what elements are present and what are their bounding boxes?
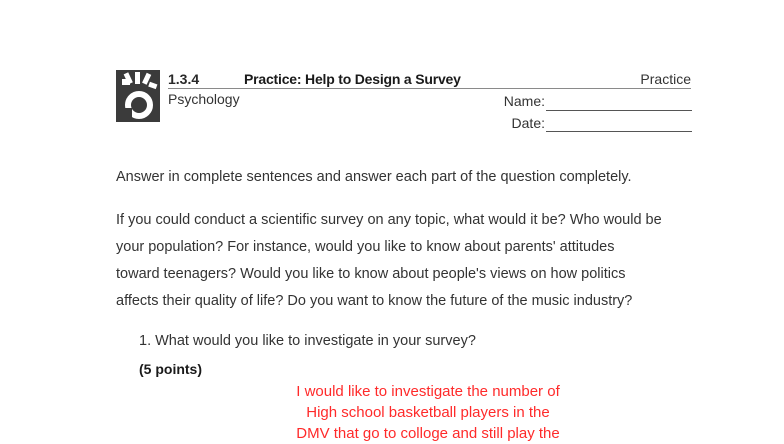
worksheet-title: Practice: Help to Design a Survey	[244, 71, 461, 87]
answer-line: I would like to investigate the number of	[296, 383, 560, 400]
answer-line: High school basketball players in the	[306, 404, 550, 421]
question-1: 1. What would you like to investigate in your survey?	[139, 333, 476, 349]
survey-prompt	[116, 207, 716, 315]
question-1-points: (5 points)	[139, 361, 202, 377]
activity-type: Practice	[640, 71, 691, 87]
name-field[interactable]	[546, 110, 692, 111]
instructions: Answer in complete sentences and answer each part of the question completely.	[116, 169, 632, 185]
answer-line: DMV that go to colloge and still play the	[296, 425, 560, 442]
answer-1-response[interactable]	[250, 381, 606, 444]
header-divider	[168, 88, 691, 89]
prompt-line: your population? For instance, would you like to know about parents' attitudes	[116, 239, 615, 255]
prompt-line: If you could conduct a scientific survey on any topic, what would it be? Who would be	[116, 212, 662, 228]
date-field[interactable]	[546, 131, 692, 132]
name-label: Name:	[503, 93, 545, 109]
lesson-number: 1.3.4	[168, 71, 200, 87]
pltw-logo-icon	[116, 70, 160, 122]
course-name: Psychology	[168, 91, 240, 107]
date-label: Date:	[511, 115, 545, 131]
prompt-line: affects their quality of life? Do you want to know the future of the music industry?	[116, 293, 633, 309]
prompt-line: toward teenagers? Would you like to know about people's views on how politics	[116, 266, 626, 282]
